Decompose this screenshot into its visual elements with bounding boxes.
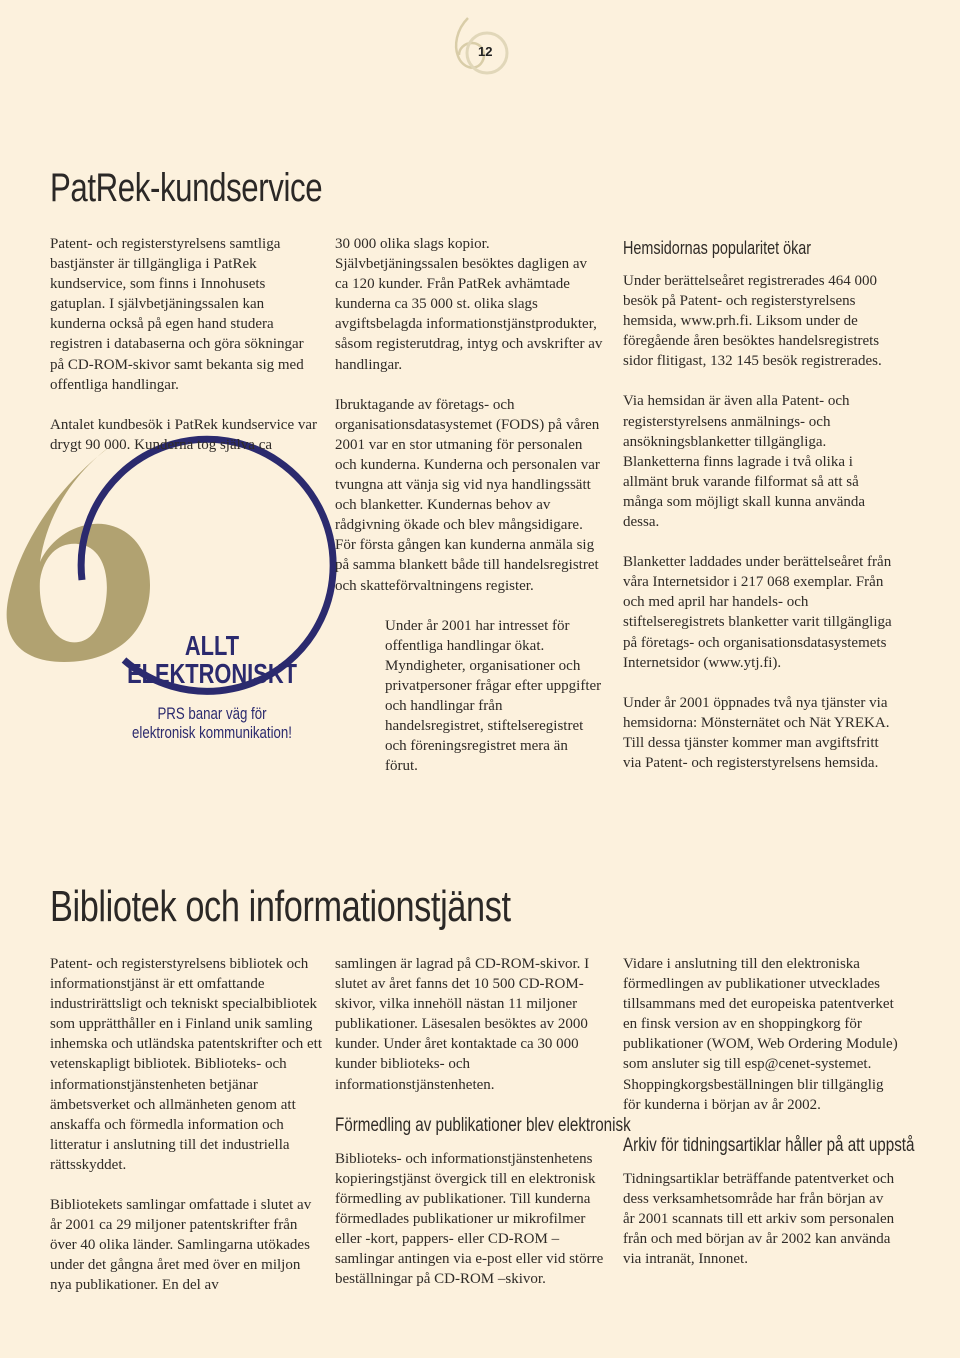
callout-title-line2: ELEKTRONISKT (127, 658, 297, 689)
paragraph: Biblioteks- och informationstjänstenhetens kopieringstjänst övergick till en elektronisk förmedling av publikationer. Till kunderna förmedlades publikationer ur mikrofilmer eller -kort, pappers- eller CD-ROM –samlingar antingen via e-post eller vid större beställningar på CD-ROM –skivor. (335, 1150, 604, 1288)
paragraph: Antalet kundbesök i PatRek kundservice var drygt 90 000. Kunderna tog själva ca (50, 416, 318, 453)
paragraph: Bibliotekets samlingar omfattade i slutet av år 2001 ca 29 miljoner patentskrifter från över 40 olika länder. Samlingarna utökades under det gångna året med över en miljon nya publikationer. En del av (50, 1197, 312, 1294)
section1-column-1 (50, 234, 318, 455)
paragraph: Via hemsidan är även alla Patent- och registerstyrelsens anmälnings- och ansökningsblanketter tillgängliga. Blanketterna finns lagrade i två olika i allmänt bruk varande filformat så att så många som möjligt skall kunna använda dessa. (623, 393, 866, 531)
paragraph: Under berättelseåret registrerades 464 000 besök på Patent- och registerstyrelsens hemsida, www.prh.fi. Liksom under de föregående åren besöktes handelsregistrets sidor flitigast, 132 145 besök registrerades. (623, 273, 882, 370)
paragraph: samlingen är lagrad på CD-ROM-skivor. I slutet av året fanns det 10 500 CD-ROM-skivor, vilka innehöll nästan 11 miljoner publikationer. Läsesalen besöktes av 2000 kunder. Under året kontaktade ca 30 000 kunder biblioteks- och informationstjänstenheten. (335, 956, 590, 1093)
section2-column-3 (623, 954, 915, 1269)
paragraph: Under år 2001 har intresset för offentliga handlingar ökat. Myndigheter, organisationer och privatpersoner frågar efter uppgifter och handlingar från handelsregistret, stiftelseregistret och föreningsregistret mera än förut. (385, 617, 602, 775)
paragraph: Under år 2001 öppnades två nya tjänster via hemsidorna: Mönsternätet och Nät YREKA. Till dessa tjänster kommer man avgiftsfritt via Patent- och registerstyrelsens hemsida. (623, 694, 890, 771)
section-title-bibliotek: Bibliotek och informationstjänst (50, 882, 511, 931)
section1-column-2 (335, 234, 603, 776)
subheading-arkiv: Arkiv för tidningsartiklar håller på att uppstå (623, 1134, 915, 1156)
subheading-hemsidornas: Hemsidornas popularitet ökar (623, 238, 812, 258)
paragraph: Blanketter laddades under berättelseåret från våra Internetsidor i 217 068 exemplar. Från och med april har handels- och stiftelseregistrets blanketter varit tillgängliga på företags- och organisationsdatasystemets Internetsidor (www.ytj.fi). (623, 554, 892, 671)
paragraph: Ibruktagande av företags- och organisationsdatasystemet (FODS) på våren 2001 var en stor utmaning för personalen och kunderna. Kunderna och personalen var tvungna att vänja sig vid nya handlingssätt och blanketter. Kundernas behov av rådgivning ökade och blev mångsidigare. För första gången kan kunderna anmäla sig på samma blankett både till handelsregistret och skatteförvaltningens register. (335, 396, 600, 594)
section2-column-1 (50, 954, 325, 1296)
page-number: 12 (478, 44, 493, 59)
subheading-formedling: Förmedling av publikationer blev elektronisk (335, 1114, 631, 1136)
callout (82, 632, 342, 742)
callout-title-line1: ALLT (184, 630, 240, 661)
section1-column-3 (623, 238, 898, 773)
callout-sub-line1: PRS banar väg för (157, 704, 267, 723)
section-title-patrek: PatRek-kundservice (50, 166, 323, 210)
callout-sub-line2: elektronisk kommunikation! (132, 723, 292, 742)
section2-column-2 (335, 954, 631, 1289)
paragraph: Patent- och registerstyrelsens bibliotek och informationstjänst är ett omfattande industrirättsligt och tekniskt specialbibliotek som upprätthåller en i Finland unik samling inhemska och utländska patentskrifter och ett vetenskapligt bibliotek. Biblioteks- och informationstjänstenheten betjänar ämbetsverket och allmänheten genom att anskaffa och förmedla information och litteratur i anslutning till det industriella rättsskyddet. (50, 956, 322, 1173)
paragraph: Vidare i anslutning till den elektroniska förmedlingen av publikationer utvecklades tillsammans med det europeiska patentverket en finsk version av en shoppingkorg för publikationer (WOM, Web Ordering Module) som ansluter sig till esp@cenet-systemet. Shoppingkorgsbeställningen blir tillgänglig för kunderna i början av år 2002. (623, 956, 898, 1113)
paragraph: 30 000 olika slags kopior. Självbetjäningssalen besöktes dagligen av ca 120 kunder. Från PatRek avhämtade kunderna ca 35 000 st. olika slags avgiftsbelagda informationstjänstprodukter, såsom registerutdrag, intyg och avskrifter av handlingar. (335, 236, 603, 373)
paragraph: Patent- och registerstyrelsens samtliga bastjänster är tillgängliga i PatRek kundservice, som finns i Innohusets gatuplan. I självbetjäningssalen kan kunderna också på egen hand studera registren i databaserna och göra sökningar på CD-ROM-skivor samt bekanta sig med offentliga handlingar. (50, 236, 304, 393)
paragraph: Tidningsartiklar beträffande patentverket och dess verksamhetsområde har från början av år 2001 scannats till ett arkiv som personalen från och med början av år 2002 kan använda via intranät, Innonet. (623, 1170, 895, 1268)
